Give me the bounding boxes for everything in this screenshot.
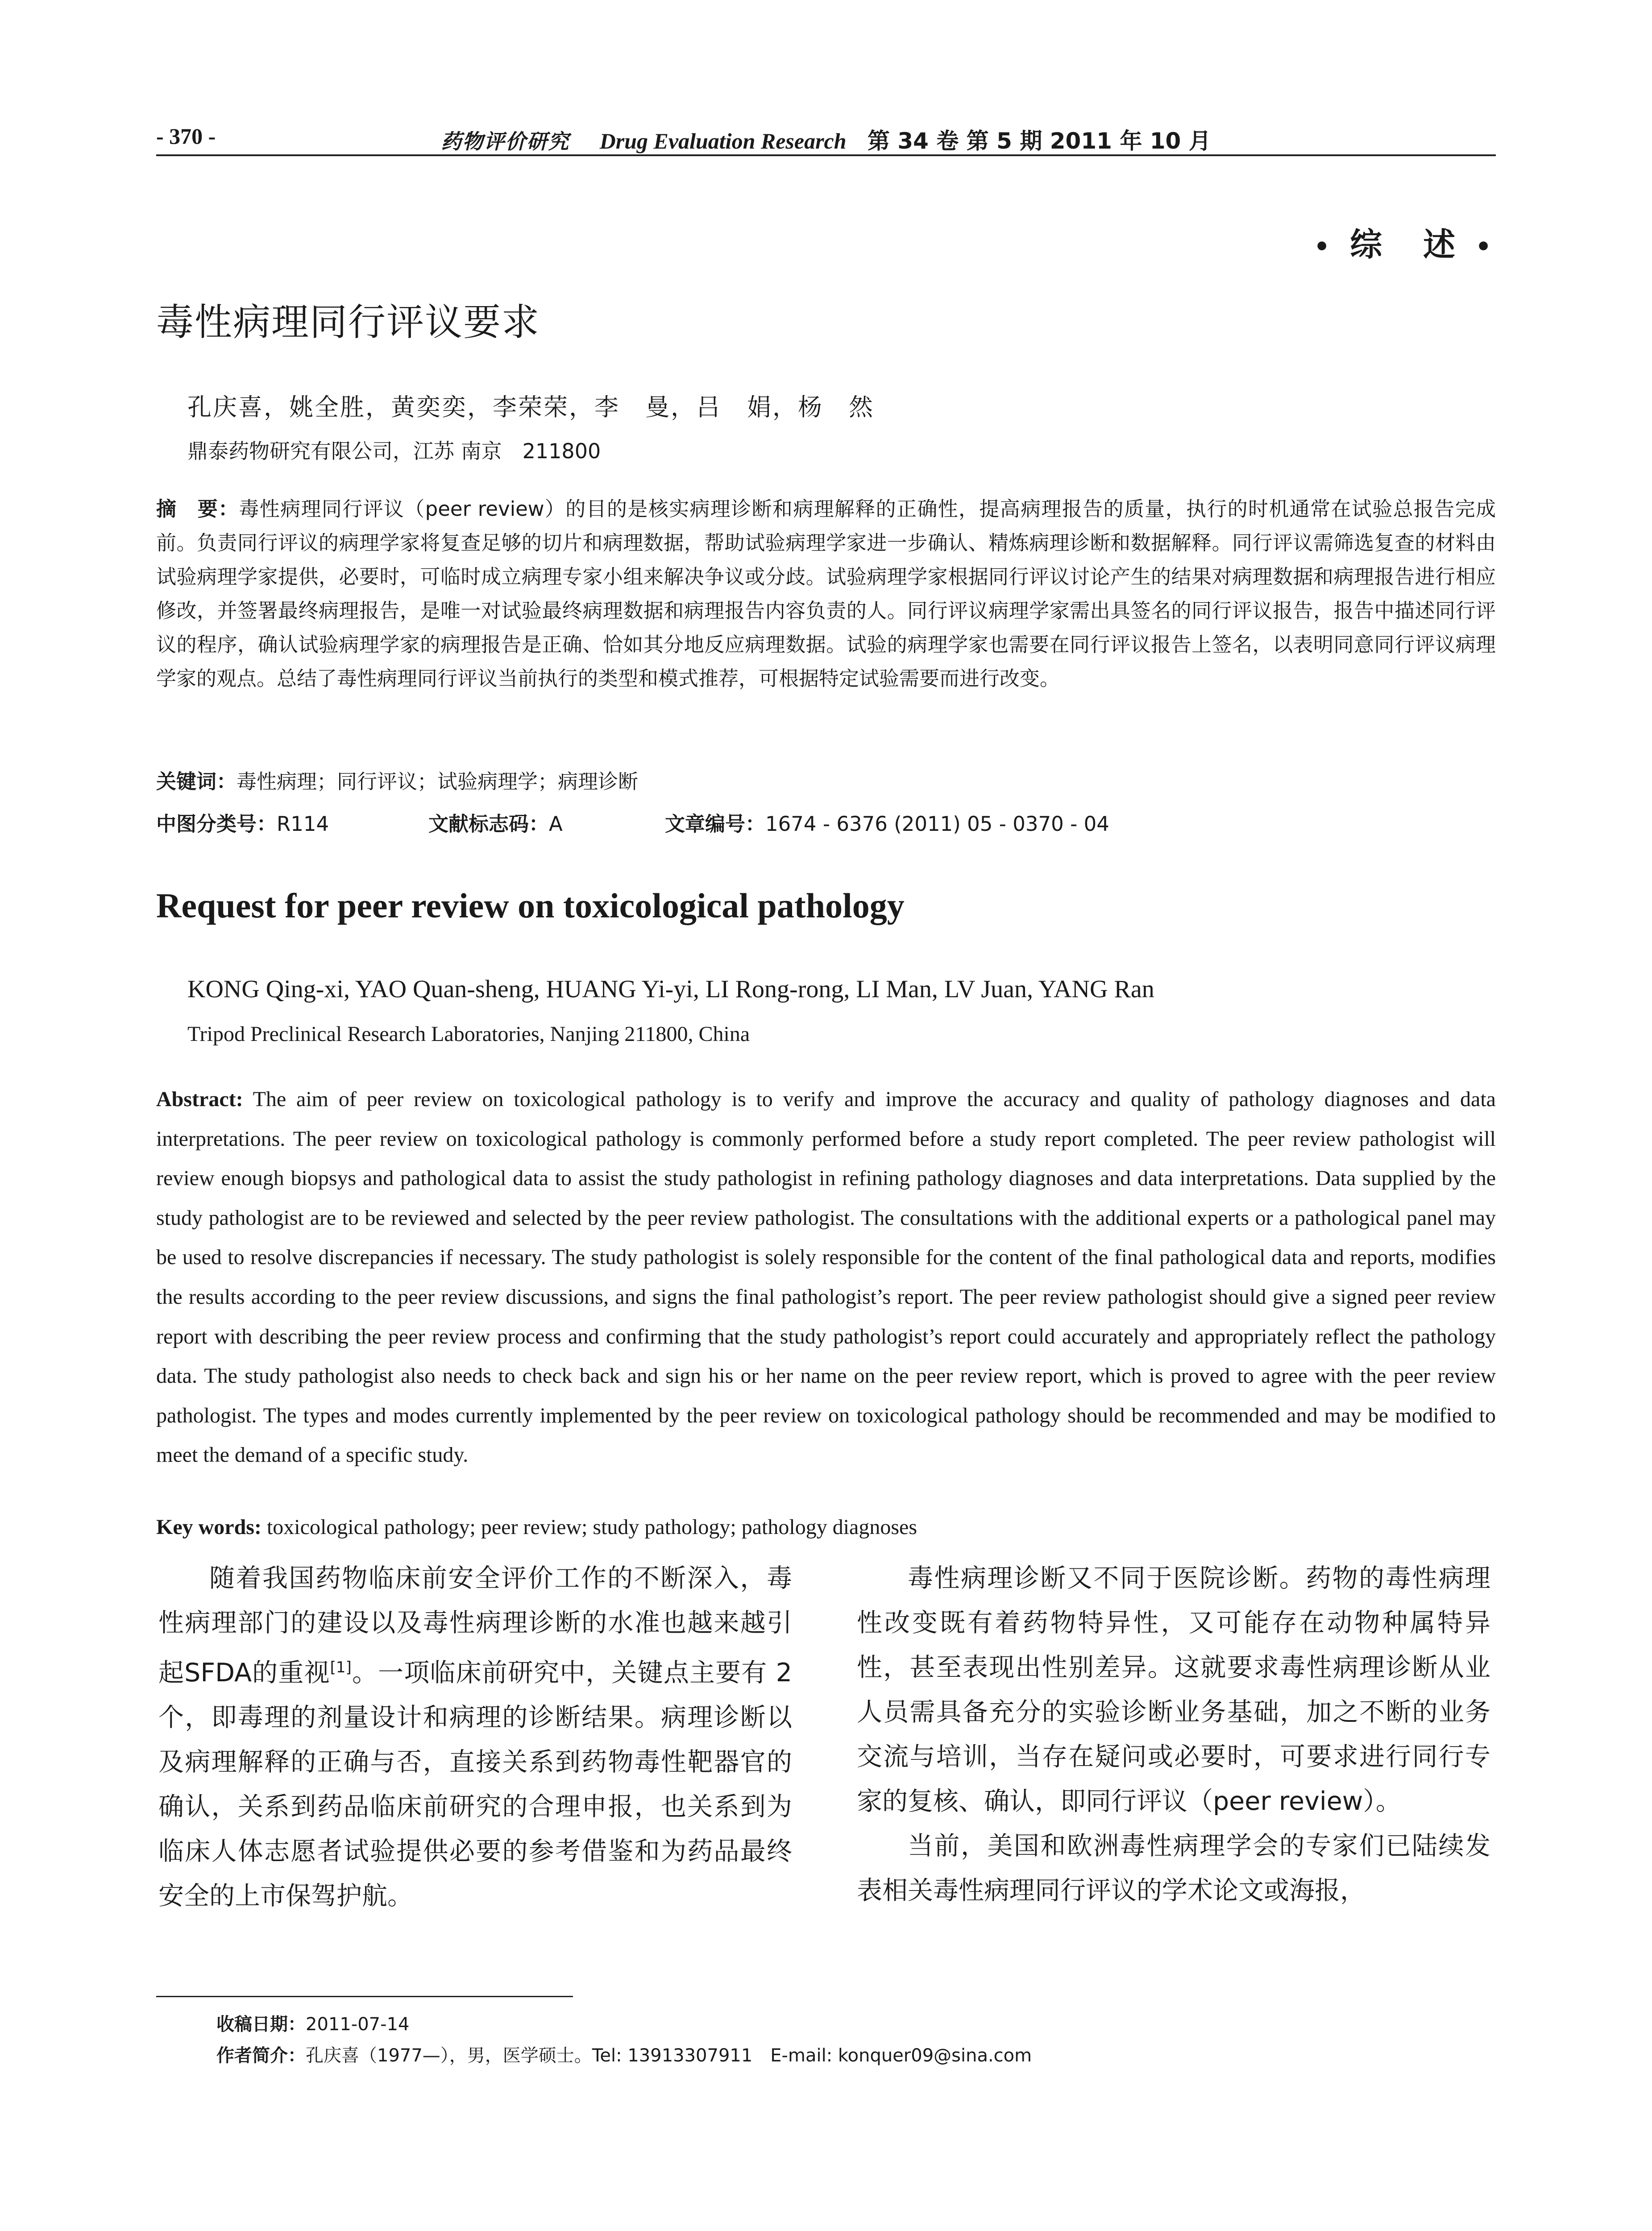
affiliation-cn: 鼎泰药物研究有限公司，江苏 南京 211800 [187,439,601,463]
doc-code-value: A [549,812,563,836]
received-date: 2011-07-14 [306,2014,410,2035]
abstract-en-label: Abstract: [156,1087,243,1111]
page-number: - 370 - [156,124,216,149]
bullet-icon: • [1314,232,1335,261]
authors-en: KONG Qing-xi, YAO Quan-sheng, HUANG Yi-yi, LI Rong-rong, LI Man, LV Juan, YANG Ran [187,975,1154,1003]
received-label: 收稿日期： [216,2014,306,2035]
authors-cn: 孔庆喜，姚全胜，黄奕奕，李荣荣，李 曼，吕 娟，杨 然 [187,394,874,421]
journal-line [156,123,1496,155]
running-header [156,120,1496,155]
issue-info: 第 34 卷 第 5 期 2011 年 10 月 [867,128,1211,154]
body-paragraph: 当前，美国和欧洲毒性病理学会的专家们已陆续发表相关毒性病理同行评议的学术论文或海报， [857,1831,1490,1905]
abstract-cn [156,492,1496,696]
footnote-author-bio [216,2041,1032,2067]
body-text: 。一项临床前研究中，关键点主要有 2 个，即毒理的剂量设计和病理的诊断结果。病理诊断以及病理解释的正确与否，直接关系到药物毒性靶器官的确认，关系到药品临床前研究的合理申报，也关系到为临床人体志愿者试验提供必要的参考借鉴和为药品最终安全的上市保驾护航。 [158,1658,792,1911]
keywords-cn-label: 关键词： [156,770,237,793]
abstract-en [156,1080,1496,1475]
article-no-label: 文章编号： [665,812,766,836]
footnote-received [216,2010,409,2036]
abstract-cn-text: 毒性病理同行评议（peer review）的目的是核实病理诊断和病理解释的正确性，提高病理报告的质量，执行的时机通常在试验总报告完成前。负责同行评议的病理学家将复查足够的切片和病理数据，帮助试验病理学家进一步确认、精炼病理诊断和数据解释。同行评议需筛选复查的材料由试验病理学家提供，必要时，可临时成立病理专家小组来解决争议或分歧。试验病理学家根据同行评议讨论产生的结果对病理数据和病理报告进行相应修改，并签署最终病理报告，是唯一对试验最终病理数据和病理报告内容负责的人。同行评议病理学家需出具签名的同行评议报告，报告中描述同行评议的程序，确认试验病理学家的病理报告是正确、恰如其分地反应病理数据。试验的病理学家也需要在同行评议报告上签名，以表明同意同行评议病理学家的观点。总结了毒性病理同行评议当前执行的类型和模式推荐，可根据特定试验需要而进行改变。 [156,497,1496,690]
body-paragraph [158,1556,792,1918]
classification-row [156,808,1109,837]
clc-value: R114 [277,812,329,836]
clc-item [156,808,428,837]
body-text: 随着我国药物临床前安全评价工作的不断深入，毒性病理部门的建设以及毒性病理诊断的水准也越来越引起SFDA的重视 [158,1563,792,1688]
article-title-en: Request for peer review on toxicological pathology [156,886,905,925]
header-rule [156,154,1496,156]
keywords-en-text: toxicological pathology; peer review; study pathology; pathology diagnoses [266,1515,917,1539]
keywords-en [156,1515,917,1539]
citation-ref[interactable]: [1] [330,1659,352,1676]
section-label-text: 综 述 [1350,226,1460,263]
section-label [1314,219,1496,265]
doc-code-label: 文献标志码： [428,812,549,836]
bio-label: 作者简介： [216,2045,306,2066]
keywords-en-label: Key words: [156,1515,261,1539]
article-no-item [665,808,1109,837]
bio-text: 孔庆喜（1977—），男，医学硕士。Tel: 13913307911 E-mail: konquer09@sina.com [306,2045,1032,2066]
abstract-en-text: The aim of peer review on toxicological pathology is to verify and improve the accuracy and quality of pathology diagnoses and data interpretations. The peer review on toxicological pathology is commonly performed before a study report completed. The peer review pathologist will review enough biopsys and pathological data to assist the study pathologist in refining pathology diagnoses and data interpretations. Data supplied by the study pathologist are to be reviewed and selected by the peer review pathologist. The consultations with the additional experts or a pathological panel may be used to resolve discrepancies if necessary. The study pathologist is solely responsible for the content of the final pathological data and reports, modifies the results according to the peer review discussions, and signs the final pathologist’s report. The peer review pathologist should give a signed peer review report with describing the peer review process and confirming that the study pathologist’s report could accurately and appropriately reflect the pathology data. The study pathologist also needs to check back and sign his or her name on the peer review report, which is proved to agree with the peer review pathologist. The types and modes currently implemented by the peer review on toxicological pathology should be recommended and may be modified to meet the demand of a specific study. [156,1087,1496,1467]
clc-label: 中图分类号： [156,812,277,836]
keywords-cn-text: 毒性病理；同行评议；试验病理学；病理诊断 [237,770,639,793]
keywords-cn [156,765,638,794]
journal-name-en: Drug Evaluation Research [599,129,847,153]
doc-code-item [428,808,665,837]
body-column-left [158,1556,792,1918]
article-no-value: 1674 - 6376 (2011) 05 - 0370 - 04 [765,812,1109,836]
affiliation-en: Tripod Preclinical Research Laboratories, Nanjing 211800, China [187,1022,750,1046]
body-column-right [857,1556,1490,1913]
body-paragraph: 毒性病理诊断又不同于医院诊断。药物的毒性病理性改变既有着药物特异性，又可能存在动物种属特异性，甚至表现出性别差异。这就要求毒性病理诊断从业人员需具备充分的实验诊断业务基础，加之不断的业务交流与培训，当存在疑问或必要时，可要求进行同行专家的复核、确认，即同行评议（peer review）。 [857,1563,1490,1816]
bullet-icon: • [1475,232,1496,261]
abstract-cn-label: 摘 要： [156,497,239,521]
article-title-cn: 毒性病理同行评议要求 [156,300,540,344]
journal-logo-cn: 药物评价研究 [441,129,570,153]
footnote-rule [156,1996,573,1997]
